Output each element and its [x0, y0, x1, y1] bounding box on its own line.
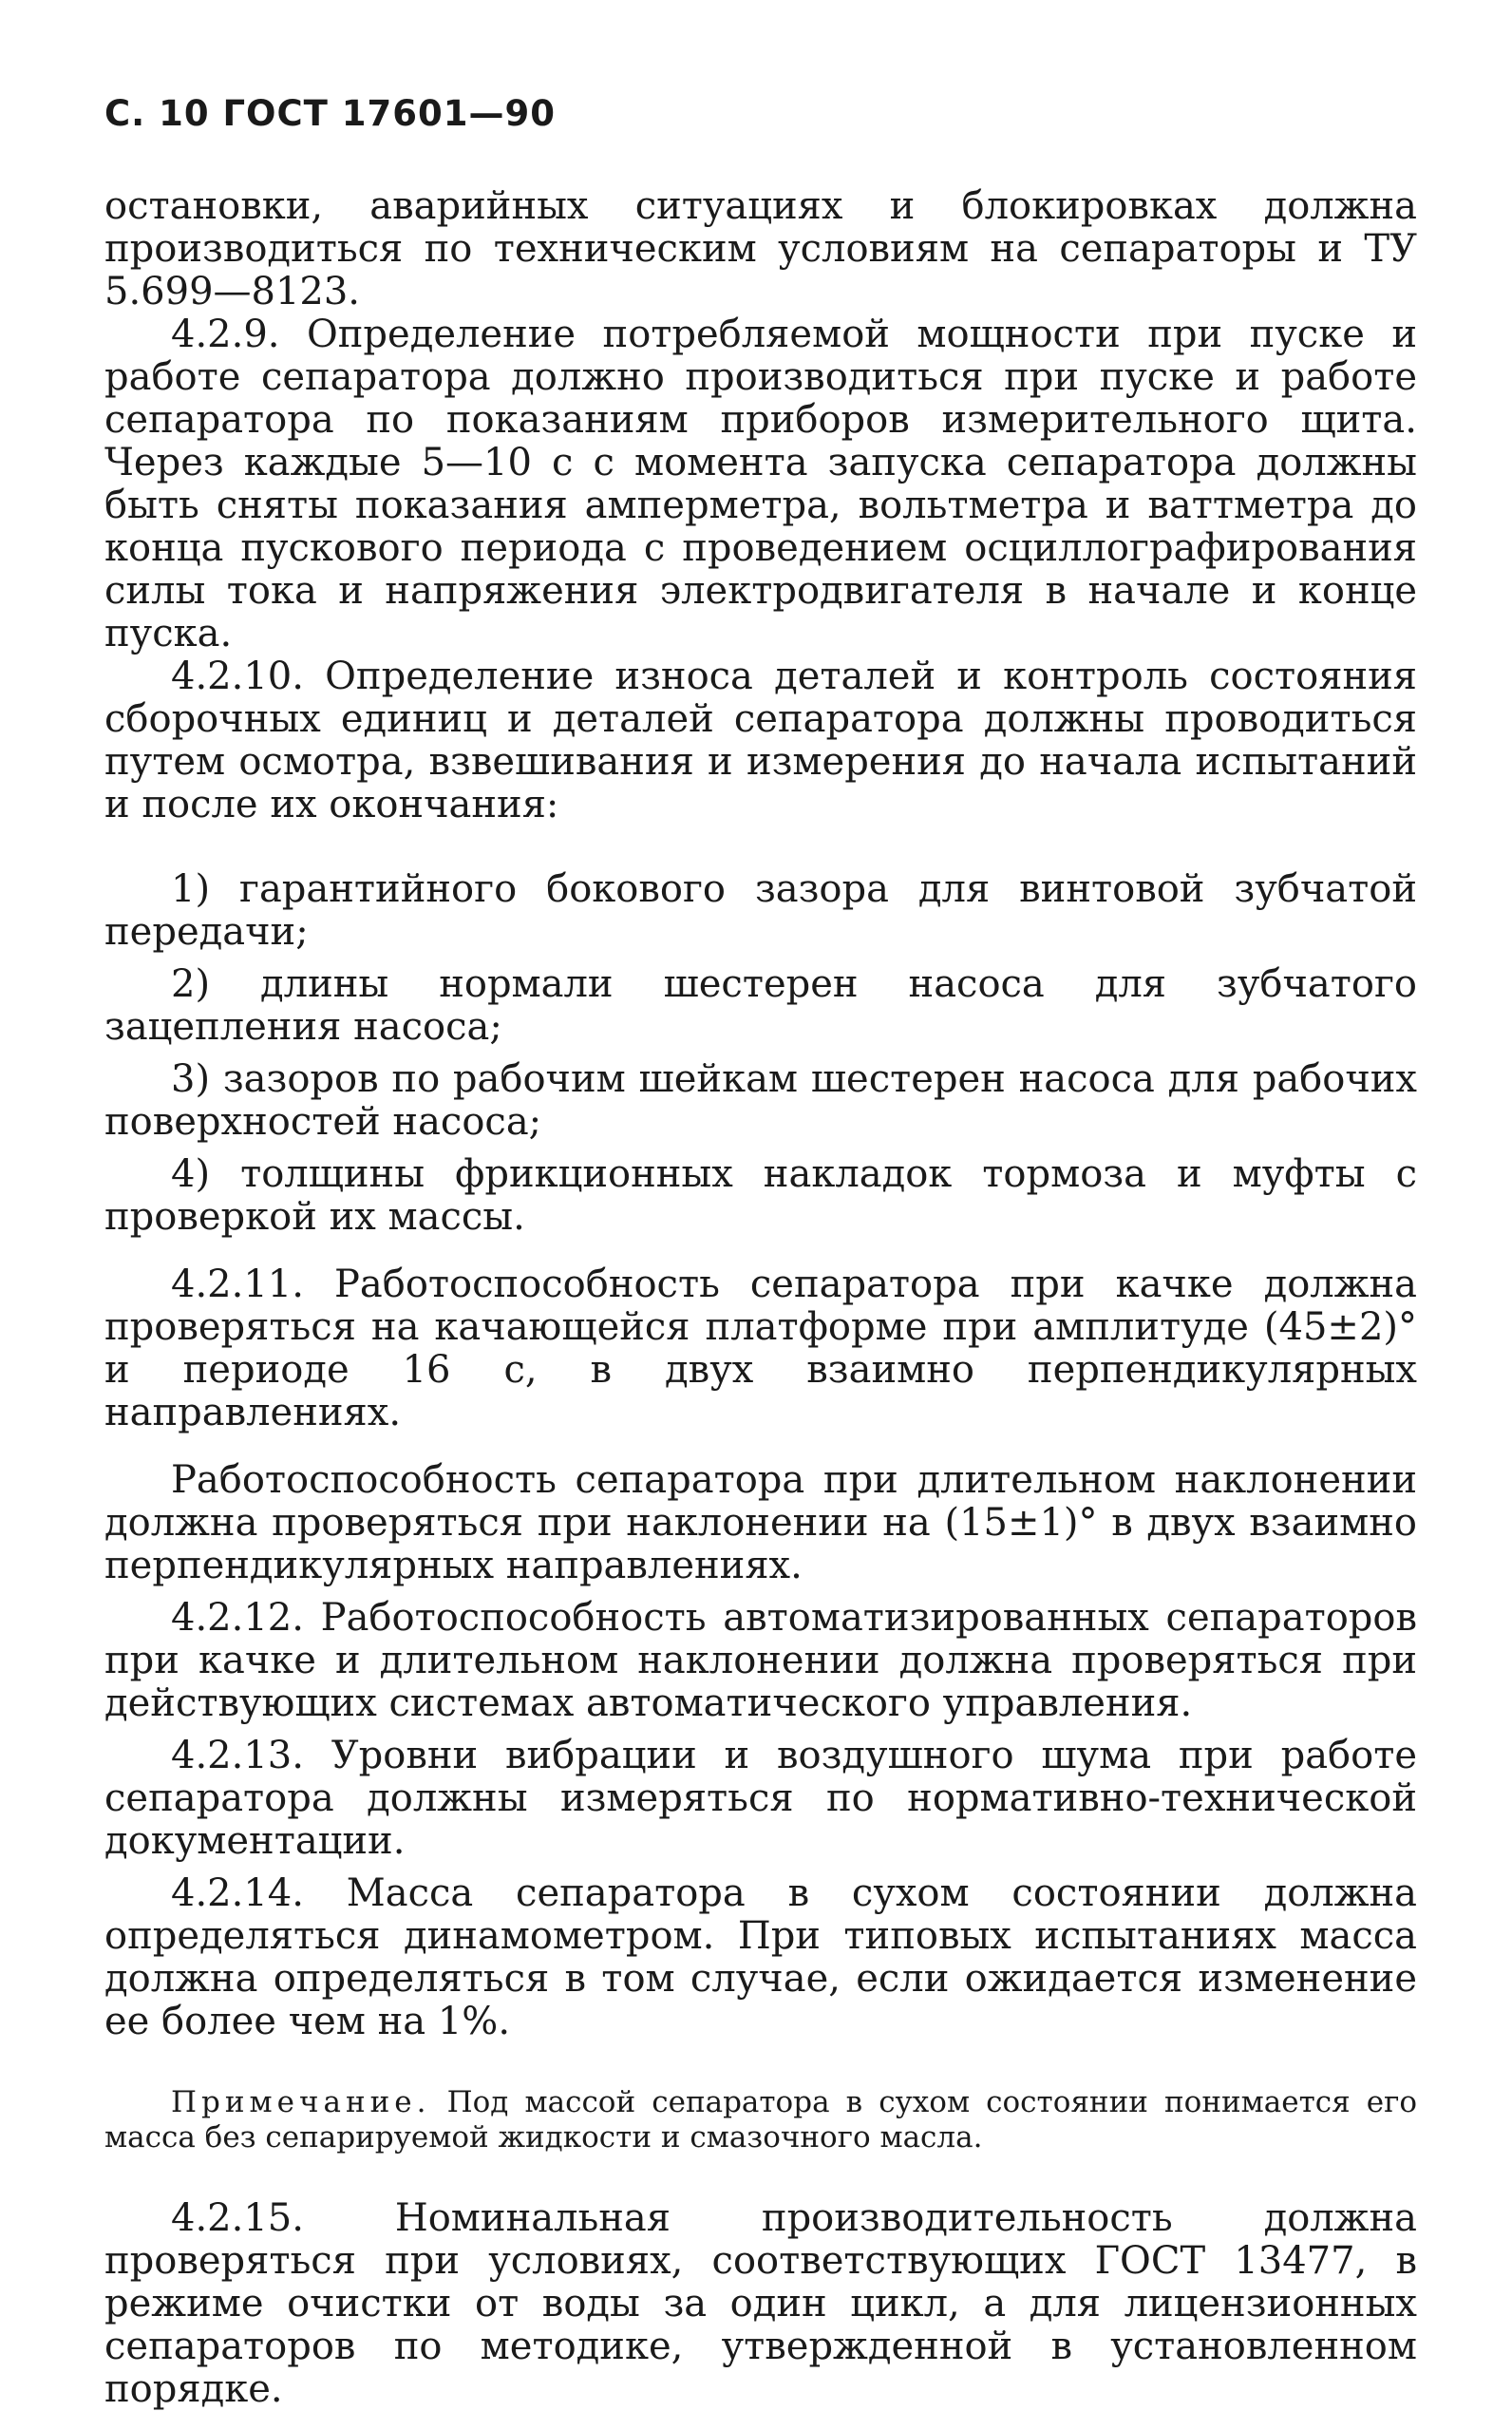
clause-4-2-14: 4.2.14. Масса сепаратора в сухом состоянии должна определяться динамометром. При типовых испытаниях масса должна определяться в том случае, если ожидается изменение ее более чем на 1%. — [104, 1871, 1417, 2043]
list-item-1: 1) гарантийного бокового зазора для винтовой зубчатой передачи; — [104, 867, 1417, 954]
clause-4-2-11: 4.2.11. Работоспособность сепаратора при качке должна проверяться на качающейся платформе при амплитуде (45±2)° и периоде 16 с, в двух взаимно перпендикулярных направлениях. — [104, 1262, 1417, 1434]
clause-4-2-15: 4.2.15. Номинальная производительность должна проверяться при условиях, соответствующих ГОСТ 13477, в режиме очистки от воды за один цикл, а для лицензионных сепараторов по методике, утвержденной в установленном порядке. — [104, 2196, 1417, 2411]
page-header: С. 10 ГОСТ 17601—90 — [104, 93, 556, 134]
clause-4-2-10: 4.2.10. Определение износа деталей и контроль состояния сборочных единиц и деталей сепаратора должны проводиться путем осмотра, взвешивания и измерения до начала испытаний и после их окончания: — [104, 655, 1417, 826]
note-text: Под массой сепаратора в сухом состоянии понимается его масса без сепарируемой жидкости и смазочного масла. — [104, 2085, 1418, 2155]
list-item-4: 4) толщины фрикционных накладок тормоза и муфты с проверкой их массы. — [104, 1152, 1417, 1239]
list-item-2: 2) длины нормали шестерен насоса для зубчатого зацепления насоса; — [104, 962, 1417, 1049]
page-body — [104, 185, 1417, 2411]
clause-4-2-12: 4.2.12. Работоспособность автоматизированных сепараторов при качке и длительном наклонении должна проверяться при действующих системах автоматического управления. — [104, 1596, 1417, 1725]
clause-4-2-9: 4.2.9. Определение потребляемой мощности при пуске и работе сепаратора должно производиться при пуске и работе сепаратора по показаниям приборов измерительного щита. Через каждые 5—10 с с момента запуска сепаратора должны быть сняты показания амперметра, вольтметра и ваттметра до конца пускового периода с проведением осциллографирования силы тока и напряжения электродвигателя в начале и конце пуска. — [104, 313, 1417, 655]
note-label: Примечание. — [171, 2085, 431, 2119]
clause-4-2-13: 4.2.13. Уровни вибрации и воздушного шума при работе сепаратора должны измеряться по нормативно-технической документации. — [104, 1734, 1417, 1863]
paragraph-inclination: Работоспособность сепаратора при длительном наклонении должна проверяться при наклонении на (15±1)° в двух взаимно перпендикулярных направлениях. — [104, 1458, 1417, 1587]
paragraph-continuation: остановки, аварийных ситуациях и блокировках должна производиться по техническим условиям на сепараторы и ТУ 5.699—8123. — [104, 184, 1417, 313]
note — [104, 2085, 1417, 2155]
list-item-3: 3) зазоров по рабочим шейкам шестерен насоса для рабочих поверхностей насоса; — [104, 1057, 1417, 1144]
